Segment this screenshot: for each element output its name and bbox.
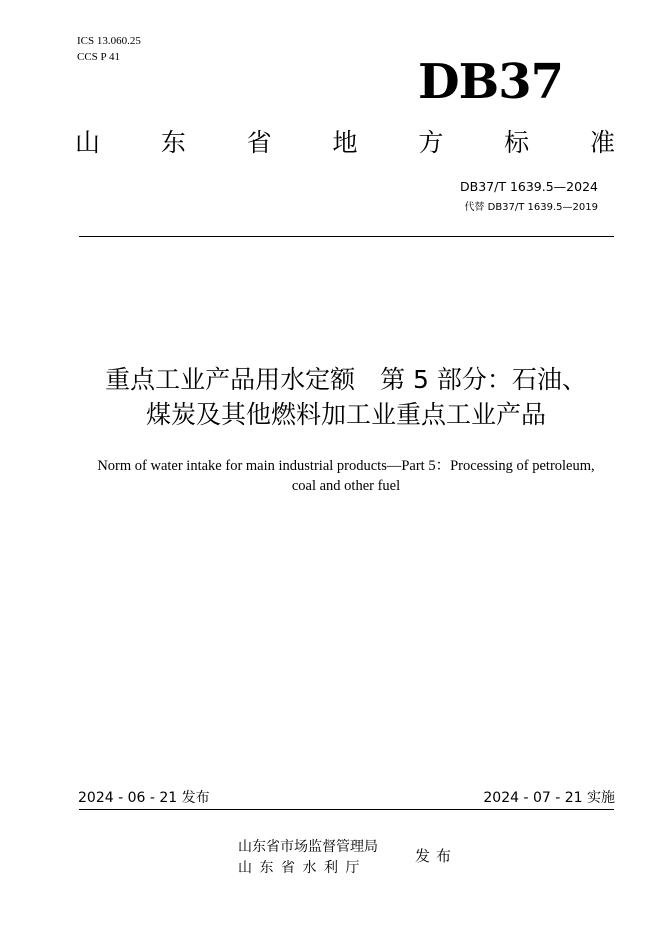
provincial-standard-heading <box>75 126 615 160</box>
chinese-title <box>60 362 632 432</box>
footer-divider <box>79 809 614 810</box>
heading-char: 地 <box>332 128 358 157</box>
english-title-line: Norm of water intake for main industrial products—Part 5：Processing of petroleum, <box>97 458 595 474</box>
heading-char: 准 <box>589 128 615 157</box>
issue-date: 2024 - 06 - 21 发布 <box>78 790 210 806</box>
heading-char: 方 <box>418 128 444 157</box>
issuing-authorities <box>238 837 378 879</box>
issuer-water-resources: 山东省水利厅 <box>238 860 367 876</box>
publish-label: 发布 <box>415 847 458 865</box>
english-title-line: coal and other fuel <box>291 478 401 494</box>
classification-codes <box>77 33 141 65</box>
ccs-code: CCS P 41 <box>77 51 121 63</box>
db37-logo: DB37 <box>418 54 563 110</box>
implementation-date: 2024 - 07 - 21 实施 <box>483 790 615 806</box>
heading-char: 省 <box>246 128 272 157</box>
english-title <box>60 456 632 496</box>
heading-char: 东 <box>160 128 186 157</box>
ics-code: ICS 13.060.25 <box>77 35 141 47</box>
issuer-market-supervision: 山东省市场监督管理局 <box>238 839 378 855</box>
header-divider <box>79 236 614 237</box>
chinese-title-line: 煤炭及其他燃料加工业重点工业产品 <box>145 400 546 429</box>
heading-char: 标 <box>504 128 530 157</box>
heading-char: 山 <box>75 128 101 157</box>
replaces-standard: 代替 DB37/T 1639.5—2019 <box>464 202 598 213</box>
chinese-title-line: 重点工业产品用水定额 第 5 部分：石油、 <box>105 365 587 394</box>
standard-number: DB37/T 1639.5—2024 <box>460 179 598 194</box>
